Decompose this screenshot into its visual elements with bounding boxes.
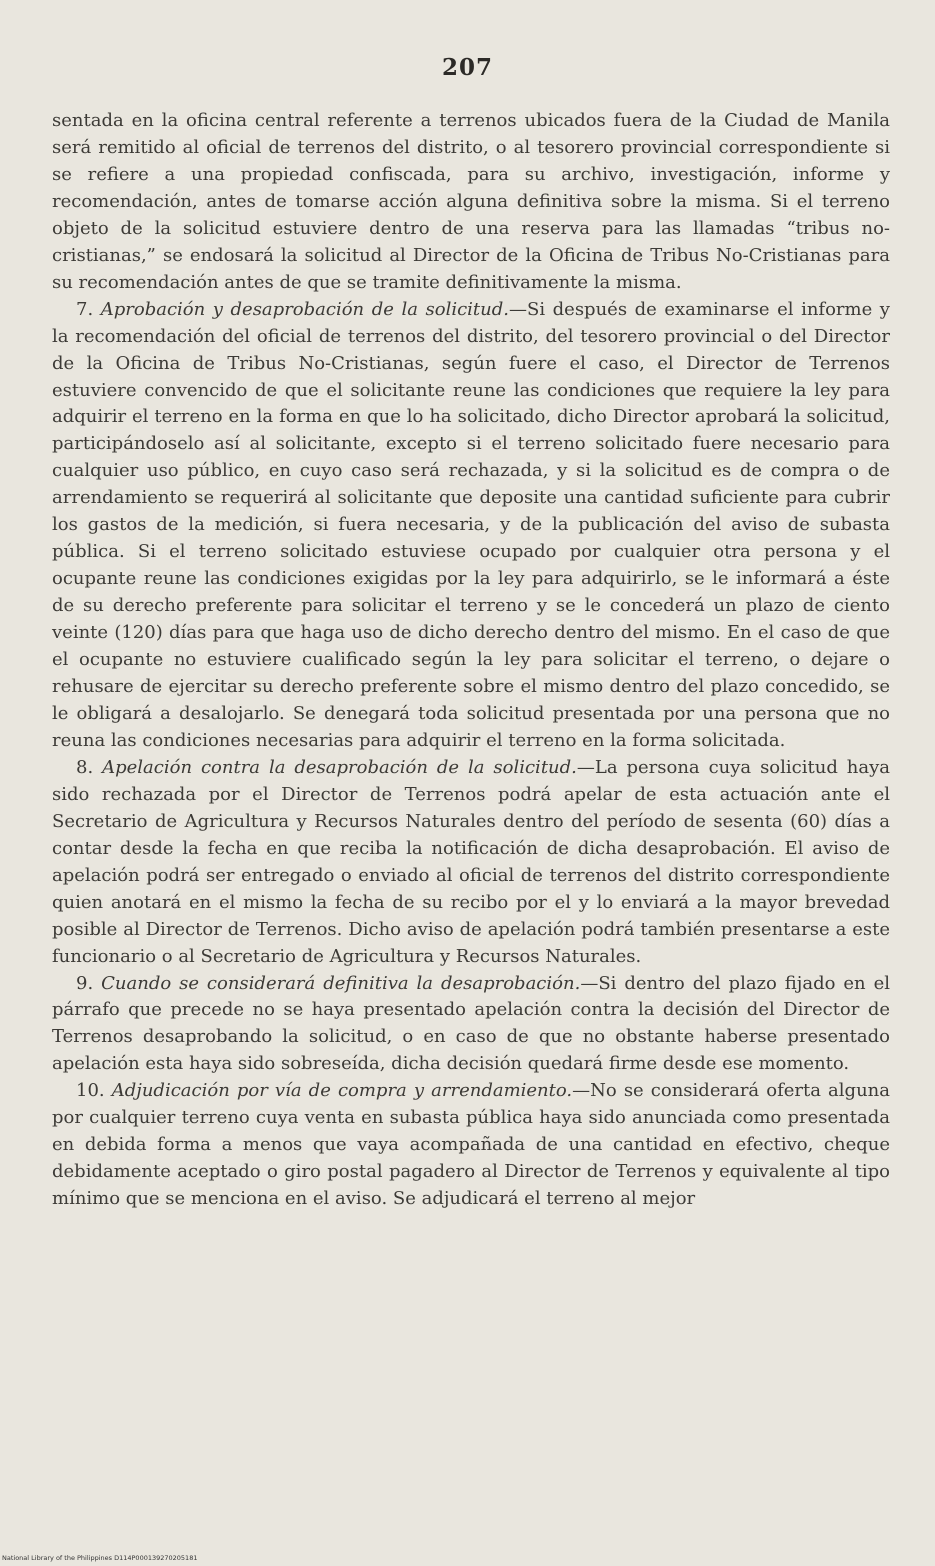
document-body (52, 108, 890, 1213)
page-number: 207 (441, 54, 493, 81)
paragraph-text: —Si después de examinarse el informe y la recomendación del oficial de terrenos del distrito, del tesorero provincial o del Director de la Oficina de Tribus No-Cristianas, según fuere el caso, el Director de Terrenos estuviere convencido de que el solicitante reune las condiciones que requiere la ley para adquirir el terreno en la forma en que lo ha solicitado, dicho Director aprobará la solicitud, participándoselo así al solicitante, excepto si el terreno solicitado fuere necesario para cualquier uso público, en cuyo caso será rechazada, y si la solicitud es de compra o de arrendamiento se requerirá al solicitante que deposite una cantidad suficiente para cubrir los gastos de la medición, si fuera necesaria, y de la publicación del aviso de subasta pública. Si el terreno solicitado estuviese ocupado por cualquier otra persona y el ocupante reune las condiciones exigidas por la ley para adquirirlo, se le informará a éste de su derecho preferente para solicitar el terreno y se le concederá un plazo de ciento veinte (120) días para que haga uso de dicho derecho dentro del mismo. En el caso de que el ocupante no estuviere cualificado según la ley para solicitar el terreno, o dejare o rehusare de ejercitar su derecho preferente sobre el mismo dentro del plazo concedido, se le obligará a desalojarlo. Se denegará toda solicitud presentada por una persona que no reuna las condiciones necesarias para adquirir el terreno en la forma solicitada. (52, 298, 890, 751)
paragraph-text: —No se considerará oferta alguna por cualquier terreno cuya venta en subasta pública haya sido anunciada como presentada en debida forma a menos que vaya acompañada de una cantidad en efectivo, cheque debidamente aceptado o giro postal pagadero al Director de Terrenos y equivalente al tipo mínimo que se menciona en el aviso. Se adjudicará el terreno al mejor (52, 1080, 890, 1210)
section-heading: Apelación contra la desaprobación de la solicitud. (102, 756, 577, 778)
library-stamp: National Library of the Philippines D114P000139270205181 (2, 1554, 198, 1562)
paragraph-section-10 (52, 1078, 890, 1213)
paragraph-section-9 (52, 971, 890, 1079)
paragraph-text: —Si dentro del plazo fijado en el párrafo que precede no se haya presentado apelación contra la decisión del Director de Terrenos desaprobando la solicitud, o en caso de que no obstante haberse presentado apelación esta haya sido sobreseída, dicha decisión quedará firme desde ese momento. (52, 972, 890, 1075)
section-heading: Adjudicación por vía de compra y arrendamiento. (111, 1080, 573, 1102)
paragraph-continuation (52, 108, 890, 297)
paragraph-text: —La persona cuya solicitud haya sido rechazada por el Director de Terrenos podrá apelar de esta actuación ante el Secretario de Agricultura y Recursos Naturales dentro del período de sesenta (60) días a contar desde la fecha en que reciba la notificación de dicha desaprobación. El aviso de apelación podrá ser entregado o enviado al oficial de terrenos del distrito correspondiente quien anotará en el mismo la fecha de su recibo por el y lo enviará a la mayor brevedad posible al Director de Terrenos. Dicho aviso de apelación podrá también presentarse a este funcionario o al Secretario de Agricultura y Recursos Naturales. (52, 756, 890, 967)
paragraph-text: sentada en la oficina central referente a terrenos ubicados fuera de la Ciudad de Manila será remitido al oficial de terrenos del distrito, o al tesorero provincial correspondiente si se refiere a una propiedad confiscada, para su archivo, investigación, informe y recomendación, antes de tomarse acción alguna definitiva sobre la misma. Si el terreno objeto de la solicitud estuviere dentro de una reserva para las llamadas “tribus no-cristianas,” se endosará la solicitud al Director de la Oficina de Tribus No-Cristianas para su recomendación antes de que se tramite definitivamente la misma. (52, 110, 890, 293)
section-number: 10. (76, 1080, 105, 1102)
section-heading: Aprobación y desaprobación de la solicitud. (100, 298, 509, 320)
section-number: 8. (76, 756, 94, 778)
section-number: 7. (76, 298, 94, 320)
section-number: 9. (76, 972, 94, 994)
paragraph-section-7 (52, 297, 890, 755)
section-heading: Cuando se considerará definitiva la desaprobación. (101, 972, 581, 994)
paragraph-section-8 (52, 755, 890, 971)
